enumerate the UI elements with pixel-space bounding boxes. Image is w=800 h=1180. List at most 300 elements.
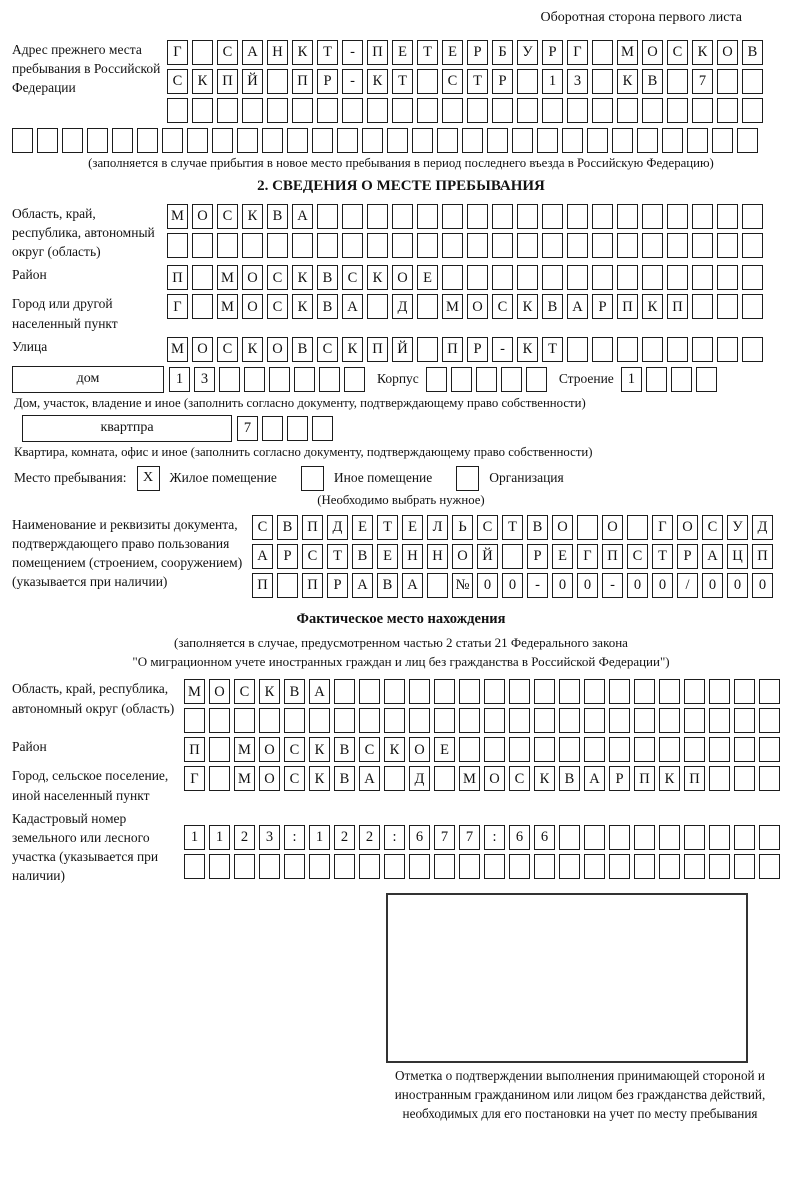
char-cell[interactable]: : [284, 825, 305, 850]
char-cell[interactable]: О [192, 204, 213, 229]
char-cell[interactable] [646, 367, 667, 392]
char-cell[interactable] [412, 128, 433, 153]
char-cell[interactable]: П [602, 544, 623, 569]
char-cell[interactable] [362, 128, 383, 153]
char-cell[interactable] [662, 128, 683, 153]
char-cell[interactable] [577, 515, 598, 540]
char-cell[interactable]: В [317, 294, 338, 319]
char-cell[interactable]: 0 [752, 573, 773, 598]
char-cell[interactable] [392, 204, 413, 229]
char-cell[interactable] [759, 679, 780, 704]
char-cell[interactable]: К [367, 69, 388, 94]
char-cell[interactable] [609, 737, 630, 762]
char-cell[interactable]: П [442, 337, 463, 362]
char-cell[interactable]: С [302, 544, 323, 569]
char-cell[interactable] [709, 679, 730, 704]
char-cell[interactable]: К [642, 294, 663, 319]
char-cell[interactable] [359, 854, 380, 879]
char-cell[interactable] [409, 679, 430, 704]
prev-address-row-2[interactable] [167, 69, 763, 94]
factual-district-row[interactable] [184, 737, 780, 762]
char-cell[interactable]: Д [327, 515, 348, 540]
char-cell[interactable]: Т [652, 544, 673, 569]
char-cell[interactable] [427, 573, 448, 598]
char-cell[interactable]: / [677, 573, 698, 598]
char-cell[interactable] [742, 98, 763, 123]
checkbox-inoe[interactable] [301, 466, 324, 491]
char-cell[interactable]: 1 [309, 825, 330, 850]
char-cell[interactable]: О [452, 544, 473, 569]
char-cell[interactable] [384, 766, 405, 791]
char-cell[interactable] [462, 128, 483, 153]
char-cell[interactable] [692, 294, 713, 319]
char-cell[interactable]: Й [242, 69, 263, 94]
street-row[interactable] [167, 337, 763, 362]
char-cell[interactable]: 0 [477, 573, 498, 598]
char-cell[interactable] [517, 69, 538, 94]
char-cell[interactable] [667, 233, 688, 258]
checkbox-zhiloe[interactable]: X [137, 466, 160, 491]
char-cell[interactable] [712, 128, 733, 153]
char-cell[interactable]: 6 [509, 825, 530, 850]
char-cell[interactable]: А [309, 679, 330, 704]
char-cell[interactable]: В [527, 515, 548, 540]
char-cell[interactable] [434, 854, 455, 879]
char-cell[interactable]: Н [267, 40, 288, 65]
char-cell[interactable] [659, 708, 680, 733]
char-cell[interactable]: А [342, 294, 363, 319]
char-cell[interactable]: М [459, 766, 480, 791]
char-cell[interactable]: : [484, 825, 505, 850]
char-cell[interactable]: Е [352, 515, 373, 540]
char-cell[interactable] [734, 737, 755, 762]
char-cell[interactable] [467, 233, 488, 258]
char-cell[interactable] [634, 679, 655, 704]
char-cell[interactable] [592, 40, 613, 65]
char-cell[interactable] [487, 128, 508, 153]
char-cell[interactable]: П [184, 737, 205, 762]
char-cell[interactable]: О [677, 515, 698, 540]
prev-address-row-3[interactable] [167, 98, 763, 123]
char-cell[interactable] [692, 204, 713, 229]
char-cell[interactable] [359, 708, 380, 733]
char-cell[interactable] [342, 98, 363, 123]
char-cell[interactable] [659, 737, 680, 762]
char-cell[interactable] [417, 69, 438, 94]
char-cell[interactable] [592, 98, 613, 123]
char-cell[interactable]: К [292, 265, 313, 290]
char-cell[interactable]: Ь [452, 515, 473, 540]
char-cell[interactable]: Т [317, 40, 338, 65]
cadastral-row-2[interactable] [184, 854, 780, 879]
char-cell[interactable] [437, 128, 458, 153]
char-cell[interactable]: Р [277, 544, 298, 569]
char-cell[interactable] [426, 367, 447, 392]
char-cell[interactable] [287, 128, 308, 153]
char-cell[interactable] [259, 854, 280, 879]
char-cell[interactable] [417, 98, 438, 123]
char-cell[interactable] [592, 204, 613, 229]
char-cell[interactable] [434, 766, 455, 791]
char-cell[interactable]: В [377, 573, 398, 598]
char-cell[interactable] [592, 337, 613, 362]
char-cell[interactable] [337, 128, 358, 153]
char-cell[interactable]: Р [609, 766, 630, 791]
char-cell[interactable]: О [259, 766, 280, 791]
char-cell[interactable]: В [352, 544, 373, 569]
char-cell[interactable]: В [559, 766, 580, 791]
char-cell[interactable] [277, 573, 298, 598]
char-cell[interactable]: 3 [194, 367, 215, 392]
char-cell[interactable]: 3 [567, 69, 588, 94]
char-cell[interactable]: : [384, 825, 405, 850]
char-cell[interactable]: А [359, 766, 380, 791]
char-cell[interactable] [667, 69, 688, 94]
char-cell[interactable] [269, 367, 290, 392]
char-cell[interactable] [292, 98, 313, 123]
char-cell[interactable] [517, 265, 538, 290]
char-cell[interactable] [467, 204, 488, 229]
char-cell[interactable]: М [617, 40, 638, 65]
district-row[interactable] [167, 265, 763, 290]
char-cell[interactable] [627, 515, 648, 540]
char-cell[interactable] [334, 679, 355, 704]
char-cell[interactable] [609, 854, 630, 879]
char-cell[interactable]: Т [392, 69, 413, 94]
char-cell[interactable] [87, 128, 108, 153]
char-cell[interactable] [192, 40, 213, 65]
char-cell[interactable]: В [642, 69, 663, 94]
char-cell[interactable] [459, 708, 480, 733]
char-cell[interactable]: О [242, 294, 263, 319]
factual-region-row-1[interactable] [184, 679, 780, 704]
char-cell[interactable] [537, 128, 558, 153]
char-cell[interactable]: 7 [237, 416, 258, 441]
char-cell[interactable]: Е [417, 265, 438, 290]
char-cell[interactable]: К [517, 337, 538, 362]
char-cell[interactable]: К [384, 737, 405, 762]
korpus-cells[interactable] [426, 367, 547, 392]
char-cell[interactable] [212, 128, 233, 153]
char-cell[interactable]: В [334, 737, 355, 762]
char-cell[interactable]: К [292, 40, 313, 65]
char-cell[interactable] [567, 233, 588, 258]
prev-address-row-4[interactable] [12, 128, 790, 153]
char-cell[interactable] [484, 708, 505, 733]
char-cell[interactable]: С [217, 337, 238, 362]
char-cell[interactable]: П [217, 69, 238, 94]
char-cell[interactable] [692, 233, 713, 258]
char-cell[interactable] [717, 233, 738, 258]
char-cell[interactable] [542, 204, 563, 229]
char-cell[interactable] [312, 416, 333, 441]
char-cell[interactable] [617, 204, 638, 229]
char-cell[interactable]: Д [752, 515, 773, 540]
char-cell[interactable]: М [167, 337, 188, 362]
char-cell[interactable]: П [684, 766, 705, 791]
char-cell[interactable]: К [292, 294, 313, 319]
char-cell[interactable] [717, 294, 738, 319]
char-cell[interactable]: У [727, 515, 748, 540]
char-cell[interactable] [367, 98, 388, 123]
char-cell[interactable]: - [602, 573, 623, 598]
char-cell[interactable]: М [442, 294, 463, 319]
char-cell[interactable] [609, 679, 630, 704]
char-cell[interactable]: С [442, 69, 463, 94]
region-row-1[interactable] [167, 204, 763, 229]
char-cell[interactable] [687, 128, 708, 153]
char-cell[interactable] [342, 204, 363, 229]
char-cell[interactable] [459, 854, 480, 879]
char-cell[interactable] [671, 367, 692, 392]
char-cell[interactable] [267, 69, 288, 94]
char-cell[interactable] [692, 265, 713, 290]
char-cell[interactable] [534, 737, 555, 762]
char-cell[interactable]: Г [652, 515, 673, 540]
apartment-number-cells[interactable] [237, 416, 333, 441]
char-cell[interactable]: С [252, 515, 273, 540]
char-cell[interactable] [667, 98, 688, 123]
char-cell[interactable]: Е [377, 544, 398, 569]
char-cell[interactable]: 1 [209, 825, 230, 850]
char-cell[interactable] [367, 294, 388, 319]
char-cell[interactable]: С [667, 40, 688, 65]
char-cell[interactable] [409, 708, 430, 733]
char-cell[interactable] [167, 98, 188, 123]
char-cell[interactable] [417, 294, 438, 319]
char-cell[interactable]: С [702, 515, 723, 540]
char-cell[interactable] [559, 854, 580, 879]
char-cell[interactable]: Р [467, 337, 488, 362]
char-cell[interactable] [709, 708, 730, 733]
char-cell[interactable]: О [392, 265, 413, 290]
char-cell[interactable]: П [617, 294, 638, 319]
char-cell[interactable] [317, 233, 338, 258]
char-cell[interactable] [167, 233, 188, 258]
char-cell[interactable]: О [552, 515, 573, 540]
char-cell[interactable] [267, 233, 288, 258]
char-cell[interactable] [742, 294, 763, 319]
char-cell[interactable] [284, 854, 305, 879]
char-cell[interactable]: - [527, 573, 548, 598]
char-cell[interactable] [659, 679, 680, 704]
char-cell[interactable] [617, 265, 638, 290]
char-cell[interactable]: В [317, 265, 338, 290]
char-cell[interactable]: Д [392, 294, 413, 319]
char-cell[interactable]: - [492, 337, 513, 362]
char-cell[interactable] [442, 265, 463, 290]
char-cell[interactable] [717, 204, 738, 229]
char-cell[interactable]: О [267, 337, 288, 362]
char-cell[interactable]: П [667, 294, 688, 319]
char-cell[interactable]: К [367, 265, 388, 290]
checkbox-organizacia[interactable] [456, 466, 479, 491]
char-cell[interactable] [284, 708, 305, 733]
char-cell[interactable] [584, 737, 605, 762]
char-cell[interactable] [709, 825, 730, 850]
char-cell[interactable] [642, 337, 663, 362]
char-cell[interactable] [334, 854, 355, 879]
char-cell[interactable]: 0 [552, 573, 573, 598]
char-cell[interactable] [309, 708, 330, 733]
char-cell[interactable] [759, 825, 780, 850]
char-cell[interactable]: А [402, 573, 423, 598]
char-cell[interactable] [617, 98, 638, 123]
char-cell[interactable] [592, 265, 613, 290]
char-cell[interactable]: В [334, 766, 355, 791]
char-cell[interactable] [459, 737, 480, 762]
char-cell[interactable]: 3 [259, 825, 280, 850]
char-cell[interactable]: М [234, 737, 255, 762]
char-cell[interactable]: К [659, 766, 680, 791]
char-cell[interactable] [742, 265, 763, 290]
char-cell[interactable]: В [284, 679, 305, 704]
char-cell[interactable] [209, 854, 230, 879]
char-cell[interactable]: А [584, 766, 605, 791]
char-cell[interactable]: Т [502, 515, 523, 540]
char-cell[interactable]: С [234, 679, 255, 704]
char-cell[interactable] [502, 544, 523, 569]
char-cell[interactable] [517, 204, 538, 229]
char-cell[interactable] [717, 337, 738, 362]
char-cell[interactable] [342, 233, 363, 258]
char-cell[interactable] [617, 233, 638, 258]
char-cell[interactable] [484, 854, 505, 879]
char-cell[interactable] [684, 737, 705, 762]
char-cell[interactable] [467, 265, 488, 290]
char-cell[interactable] [559, 825, 580, 850]
char-cell[interactable] [451, 367, 472, 392]
char-cell[interactable] [387, 128, 408, 153]
char-cell[interactable] [476, 367, 497, 392]
char-cell[interactable] [696, 367, 717, 392]
char-cell[interactable] [526, 367, 547, 392]
char-cell[interactable]: Т [417, 40, 438, 65]
region-row-2[interactable] [167, 233, 763, 258]
char-cell[interactable]: С [267, 294, 288, 319]
char-cell[interactable] [62, 128, 83, 153]
city-row[interactable] [167, 294, 763, 319]
char-cell[interactable] [717, 98, 738, 123]
char-cell[interactable]: С [267, 265, 288, 290]
char-cell[interactable] [692, 98, 713, 123]
document-row-2[interactable] [252, 544, 773, 569]
char-cell[interactable]: О [192, 337, 213, 362]
char-cell[interactable] [509, 679, 530, 704]
char-cell[interactable] [187, 128, 208, 153]
char-cell[interactable] [442, 204, 463, 229]
char-cell[interactable] [534, 854, 555, 879]
char-cell[interactable] [317, 204, 338, 229]
char-cell[interactable] [517, 233, 538, 258]
char-cell[interactable]: К [242, 337, 263, 362]
char-cell[interactable] [684, 854, 705, 879]
char-cell[interactable]: П [252, 573, 273, 598]
char-cell[interactable] [184, 708, 205, 733]
char-cell[interactable] [709, 737, 730, 762]
char-cell[interactable]: С [627, 544, 648, 569]
char-cell[interactable]: 6 [534, 825, 555, 850]
char-cell[interactable] [434, 679, 455, 704]
char-cell[interactable]: Р [492, 69, 513, 94]
char-cell[interactable]: 2 [334, 825, 355, 850]
char-cell[interactable] [759, 708, 780, 733]
document-row-1[interactable] [252, 515, 773, 540]
char-cell[interactable] [584, 854, 605, 879]
char-cell[interactable]: К [242, 204, 263, 229]
char-cell[interactable] [742, 204, 763, 229]
factual-region-row-2[interactable] [184, 708, 780, 733]
char-cell[interactable] [684, 708, 705, 733]
char-cell[interactable]: Е [402, 515, 423, 540]
char-cell[interactable]: П [302, 515, 323, 540]
char-cell[interactable] [37, 128, 58, 153]
char-cell[interactable]: К [534, 766, 555, 791]
char-cell[interactable]: П [302, 573, 323, 598]
char-cell[interactable]: О [209, 679, 230, 704]
char-cell[interactable] [559, 708, 580, 733]
char-cell[interactable] [234, 708, 255, 733]
char-cell[interactable]: Г [567, 40, 588, 65]
char-cell[interactable] [584, 825, 605, 850]
char-cell[interactable] [742, 69, 763, 94]
char-cell[interactable]: 1 [542, 69, 563, 94]
char-cell[interactable]: К [192, 69, 213, 94]
char-cell[interactable]: 0 [627, 573, 648, 598]
char-cell[interactable] [417, 337, 438, 362]
document-row-3[interactable] [252, 573, 773, 598]
char-cell[interactable] [344, 367, 365, 392]
char-cell[interactable]: С [317, 337, 338, 362]
char-cell[interactable]: В [267, 204, 288, 229]
char-cell[interactable]: 7 [692, 69, 713, 94]
char-cell[interactable]: Н [427, 544, 448, 569]
char-cell[interactable] [392, 233, 413, 258]
char-cell[interactable] [509, 737, 530, 762]
char-cell[interactable] [759, 854, 780, 879]
char-cell[interactable]: П [367, 40, 388, 65]
char-cell[interactable]: 0 [502, 573, 523, 598]
char-cell[interactable]: В [292, 337, 313, 362]
char-cell[interactable] [667, 204, 688, 229]
char-cell[interactable] [634, 854, 655, 879]
char-cell[interactable] [742, 233, 763, 258]
char-cell[interactable]: Г [167, 294, 188, 319]
char-cell[interactable] [262, 416, 283, 441]
char-cell[interactable] [737, 128, 758, 153]
char-cell[interactable] [417, 233, 438, 258]
char-cell[interactable]: Р [467, 40, 488, 65]
char-cell[interactable] [592, 233, 613, 258]
char-cell[interactable]: Т [542, 337, 563, 362]
char-cell[interactable] [734, 825, 755, 850]
char-cell[interactable]: С [167, 69, 188, 94]
factual-city-row[interactable] [184, 766, 780, 791]
char-cell[interactable]: Е [434, 737, 455, 762]
cadastral-row-1[interactable] [184, 825, 780, 850]
char-cell[interactable] [742, 337, 763, 362]
char-cell[interactable] [242, 233, 263, 258]
char-cell[interactable] [334, 708, 355, 733]
char-cell[interactable]: К [259, 679, 280, 704]
char-cell[interactable] [692, 337, 713, 362]
char-cell[interactable] [759, 737, 780, 762]
char-cell[interactable]: М [234, 766, 255, 791]
char-cell[interactable]: 0 [652, 573, 673, 598]
char-cell[interactable] [509, 854, 530, 879]
char-cell[interactable]: 2 [359, 825, 380, 850]
char-cell[interactable] [262, 128, 283, 153]
